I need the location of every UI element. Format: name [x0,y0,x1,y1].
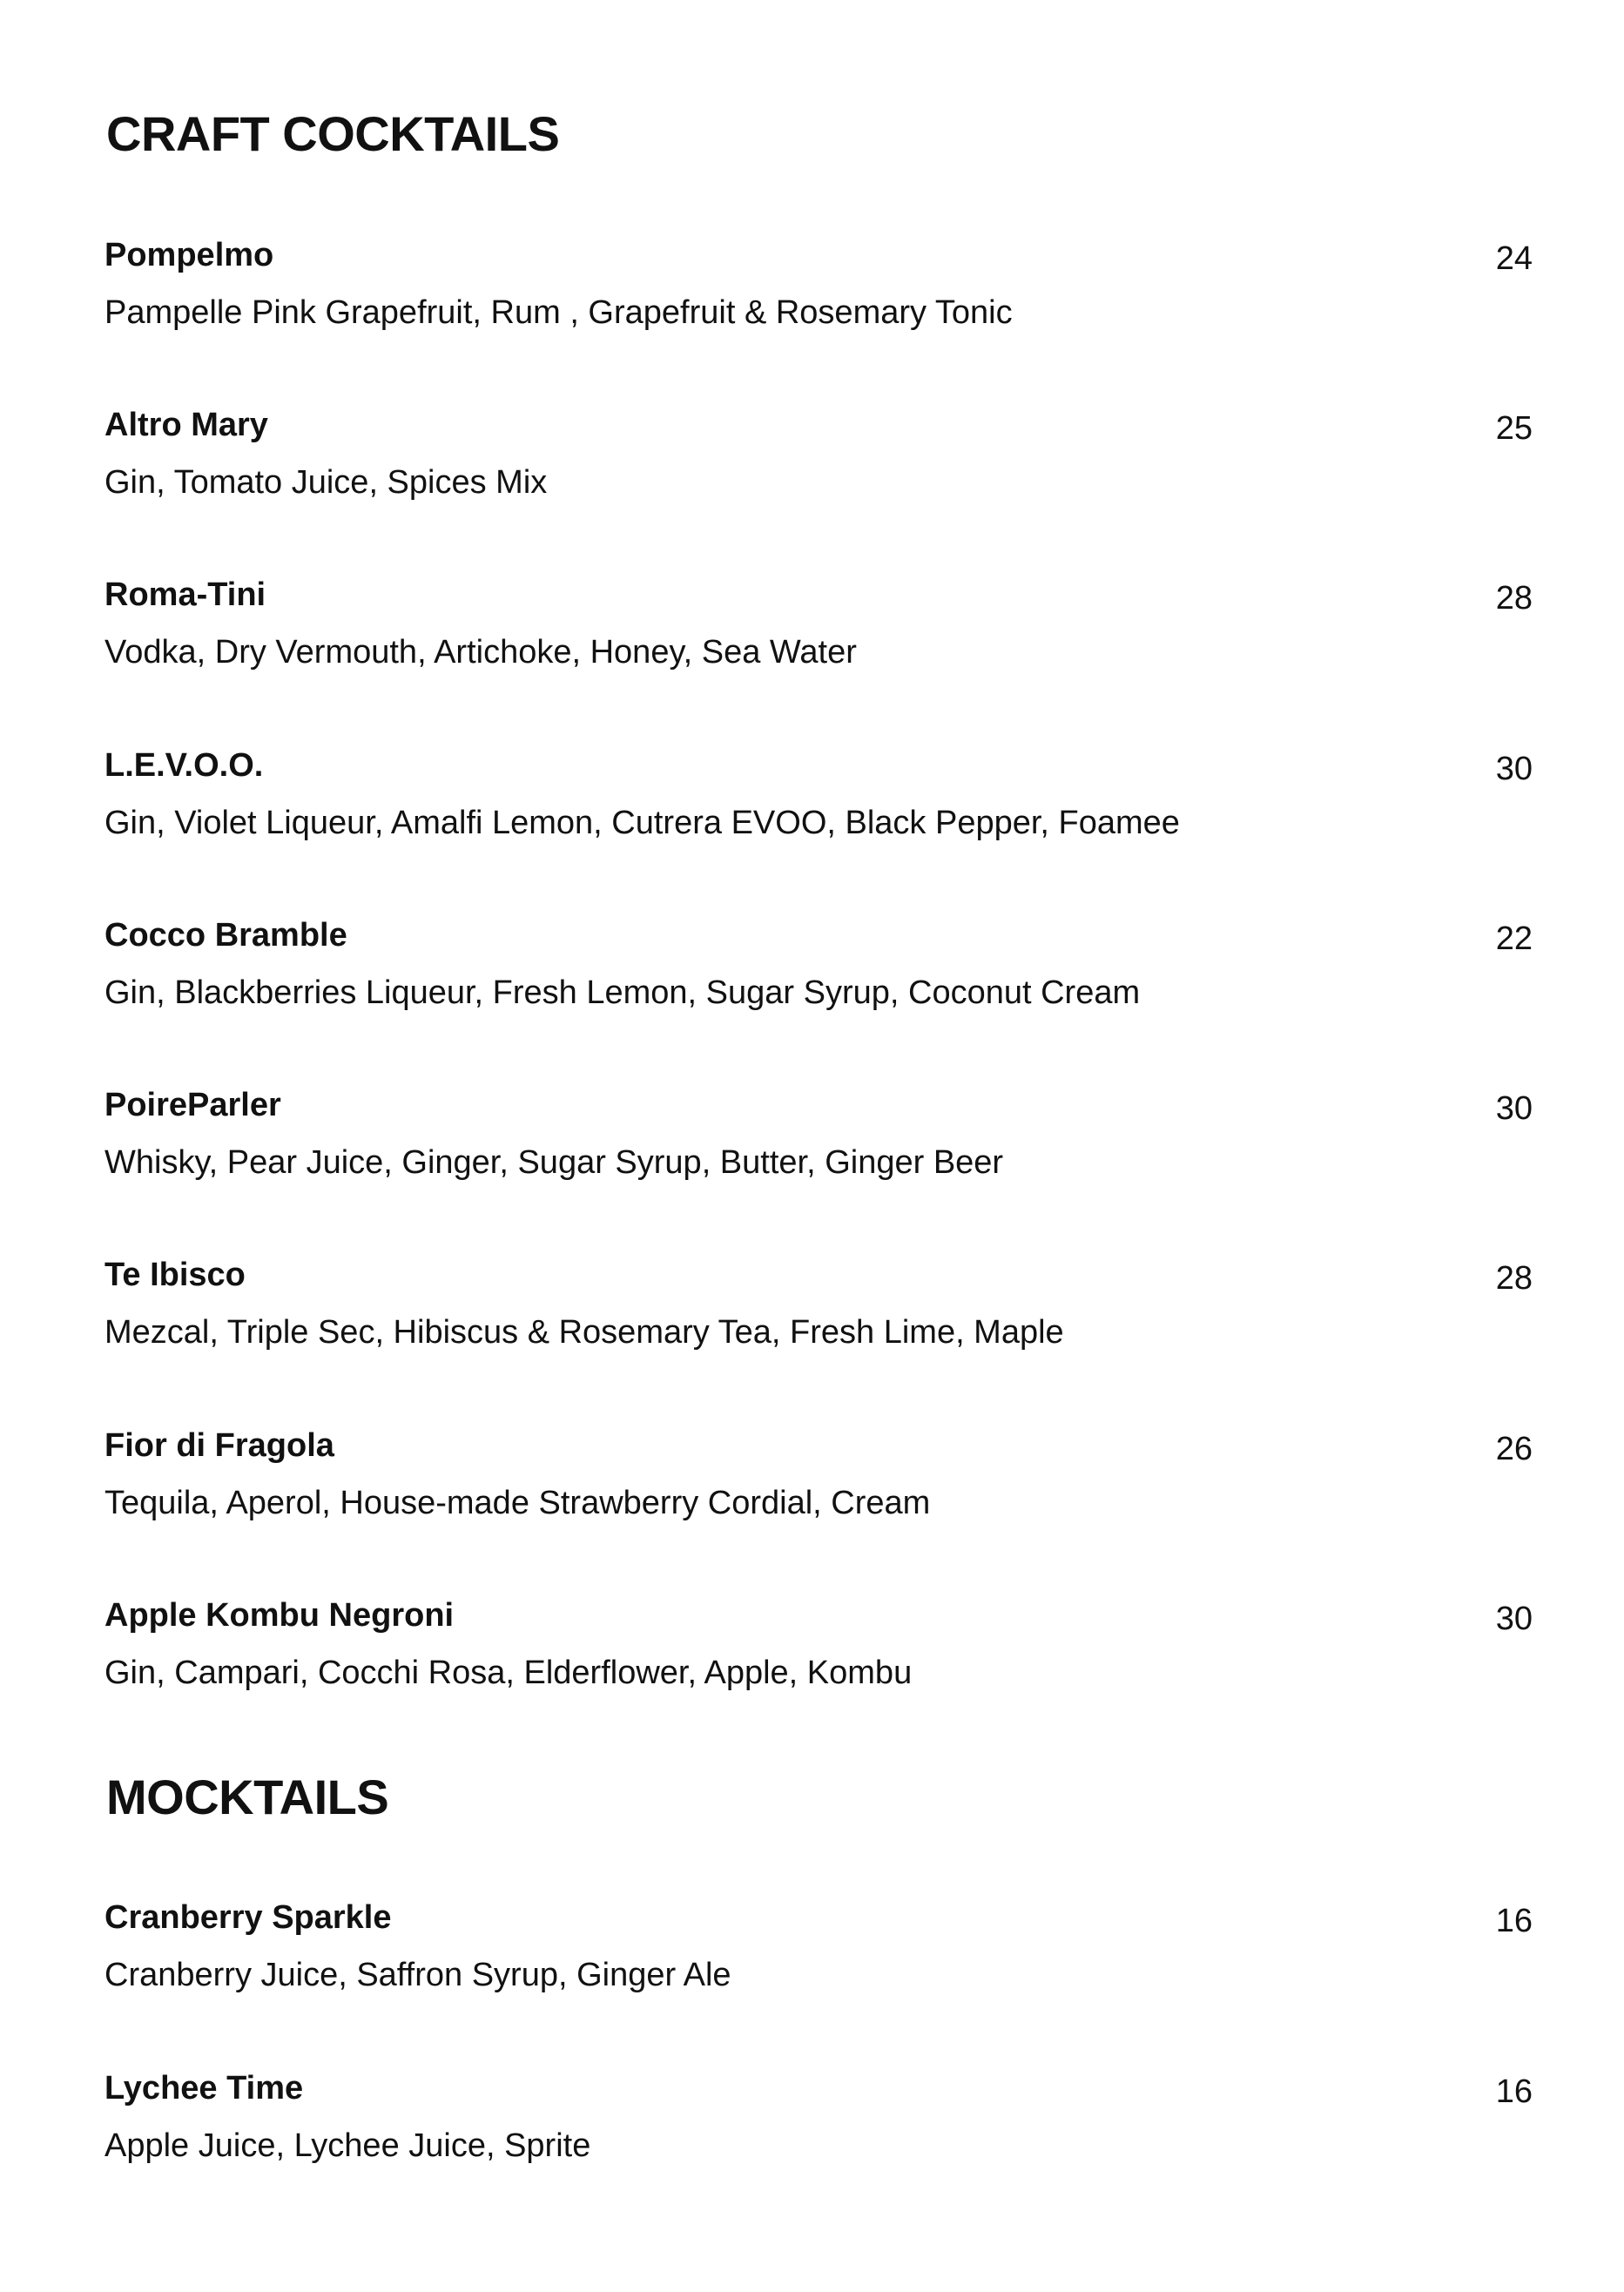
item-name: Pompelmo [104,237,274,273]
menu-item-lychee-time [104,2072,1533,2167]
item-price: 24 [1495,240,1533,277]
item-price: 16 [1495,2073,1533,2110]
item-name: L.E.V.O.O. [104,747,264,784]
item-description: Pampelle Pink Grapefruit, Rum , Grapefruit & Rosemary Tonic [104,294,1013,331]
item-price: 26 [1495,1431,1533,1467]
item-price: 30 [1495,1090,1533,1127]
menu-item-roma-tini [104,578,1533,674]
item-description: Cranberry Juice, Saffron Syrup, Ginger Ale [104,1957,731,1993]
item-name: Apple Kombu Negroni [104,1597,455,1634]
menu-item-levoo [104,749,1533,845]
menu-item-fior-di-fragola [104,1429,1533,1525]
item-name: Lychee Time [104,2070,304,2107]
item-description: Gin, Blackberries Liqueur, Fresh Lemon, Sugar Syrup, Coconut Cream [104,974,1141,1011]
section-title-mocktails: MOCKTAILS [106,1770,389,1824]
item-description: Gin, Campari, Cocchi Rosa, Elderflower, Apple, Kombu [104,1655,913,1691]
item-price: 30 [1495,751,1533,787]
item-description: Apple Juice, Lychee Juice, Sprite [104,2127,591,2164]
item-description: Gin, Violet Liqueur, Amalfi Lemon, Cutrera EVOO, Black Pepper, Foamee [104,805,1180,841]
item-description: Mezcal, Triple Sec, Hibiscus & Rosemary Tea, Fresh Lime, Maple [104,1314,1064,1351]
item-name: Fior di Fragola [104,1427,334,1464]
item-name: Altro Mary [104,407,268,443]
item-price: 28 [1495,1260,1533,1297]
menu-item-poireparler [104,1089,1533,1184]
menu-item-cocco-bramble [104,919,1533,1015]
item-name: PoireParler [104,1087,281,1123]
item-name: Cocco Bramble [104,917,347,954]
item-price: 22 [1495,920,1533,957]
item-name: Roma-Tini [104,576,266,613]
item-description: Tequila, Aperol, House-made Strawberry Cordial, Cream [104,1485,931,1521]
item-description: Gin, Tomato Juice, Spices Mix [104,464,548,501]
menu-item-pompelmo [104,239,1533,334]
menu-item-cranberry-sparkle [104,1901,1533,1997]
menu-item-te-ibisco [104,1258,1533,1354]
menu-item-altro-mary [104,408,1533,504]
item-name: Cranberry Sparkle [104,1899,392,1936]
item-price: 30 [1495,1601,1533,1637]
section-title-craft-cocktails: CRAFT COCKTAILS [106,106,560,161]
item-price: 16 [1495,1903,1533,1939]
item-description: Vodka, Dry Vermouth, Artichoke, Honey, Sea Water [104,634,857,671]
item-price: 28 [1495,580,1533,617]
item-name: Te Ibisco [104,1257,246,1293]
menu-item-apple-kombu-negroni [104,1599,1533,1695]
item-description: Whisky, Pear Juice, Ginger, Sugar Syrup, Butter, Ginger Beer [104,1144,1004,1181]
item-price: 25 [1495,410,1533,447]
